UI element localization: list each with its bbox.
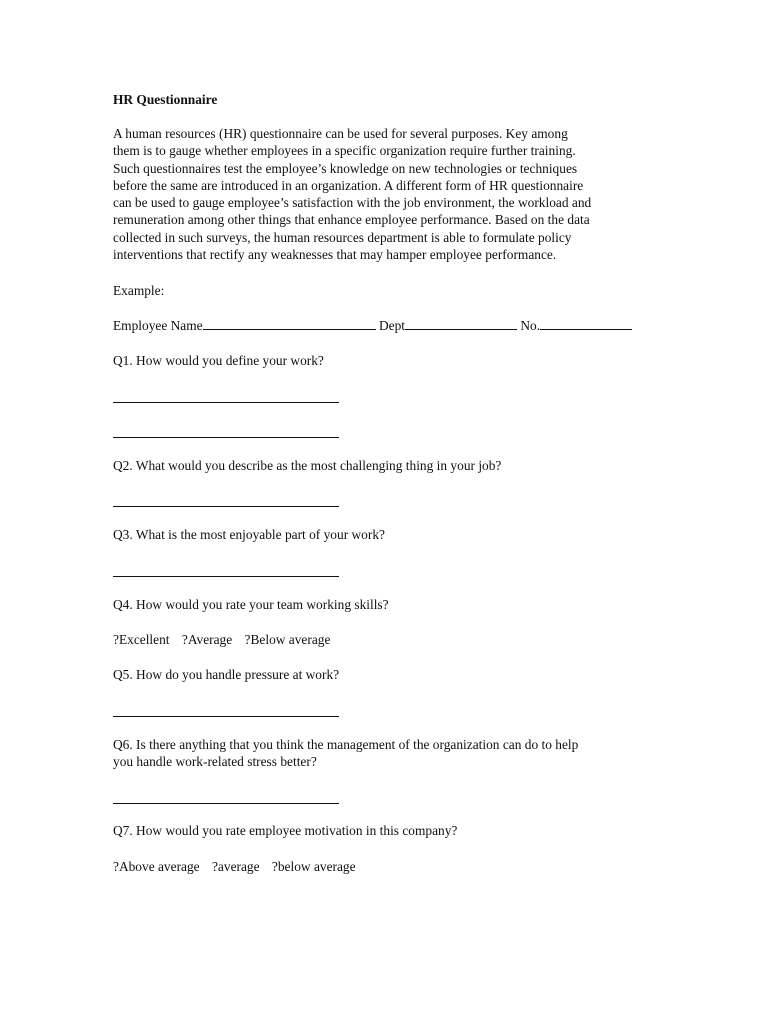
q4-options — [113, 631, 339, 648]
intro-line: them is to gauge whether employees in a specific organization require further training. — [113, 143, 576, 159]
question-6-line-1: Q6. Is there anything that you think the management of the organization can do to help — [113, 737, 579, 752]
employee-name-label: Employee Name — [113, 318, 203, 333]
no-label: No. — [520, 318, 541, 333]
answer-line-q6[interactable] — [113, 803, 339, 804]
q4-option-below-average[interactable]: ?Below average — [244, 632, 331, 647]
example-label: Example: — [113, 283, 165, 298]
intro-line: collected in such surveys, the human resources department is able to formulate policy — [113, 229, 572, 245]
employee-name-blank[interactable] — [203, 317, 376, 330]
q7-option-average[interactable]: ?average — [211, 859, 260, 874]
q7-option-above-average[interactable]: ?Above average — [113, 859, 200, 874]
answer-line-q1-b[interactable] — [113, 437, 339, 438]
question-2: Q2. What would you describe as the most challenging thing in your job? — [113, 458, 502, 473]
intro-line: can be used to gauge employee’s satisfaction with the job environment, the workload and — [113, 195, 592, 211]
employee-info-line — [113, 317, 632, 334]
question-6-line-2: you handle work-related stress better? — [113, 754, 317, 769]
intro-paragraph — [113, 125, 658, 263]
question-3: Q3. What is the most enjoyable part of your work? — [113, 527, 385, 542]
answer-line-q1-a[interactable] — [113, 402, 339, 403]
intro-line: remuneration among other things that enhance employee performance. Based on the data — [113, 212, 590, 228]
document-title: HR Questionnaire — [113, 92, 218, 107]
question-4: Q4. How would you rate your team working skills? — [113, 597, 389, 612]
intro-line: Such questionnaires test the employee’s knowledge on new technologies or techniques — [113, 160, 578, 176]
intro-line: before the same are introduced in an organization. A different form of HR questionnaire — [113, 177, 584, 193]
intro-line: interventions that rectify any weaknesses that may hamper employee performance. — [113, 247, 557, 263]
q7-options — [113, 858, 365, 875]
q7-option-below-average[interactable]: ?below average — [271, 859, 356, 874]
dept-label: Dept — [378, 318, 405, 333]
intro-line: A human resources (HR) questionnaire can be used for several purposes. Key among — [113, 126, 568, 141]
question-1: Q1. How would you define your work? — [113, 353, 324, 368]
answer-line-q3[interactable] — [113, 576, 339, 577]
answer-line-q2[interactable] — [113, 506, 339, 507]
answer-line-q5[interactable] — [113, 716, 339, 717]
q4-option-excellent[interactable]: ?Excellent — [113, 632, 170, 647]
no-blank[interactable] — [540, 317, 632, 330]
q4-option-average[interactable]: ?Average — [181, 632, 233, 647]
dept-blank[interactable] — [405, 317, 517, 330]
question-7: Q7. How would you rate employee motivation in this company? — [113, 823, 458, 838]
question-5: Q5. How do you handle pressure at work? — [113, 667, 340, 682]
